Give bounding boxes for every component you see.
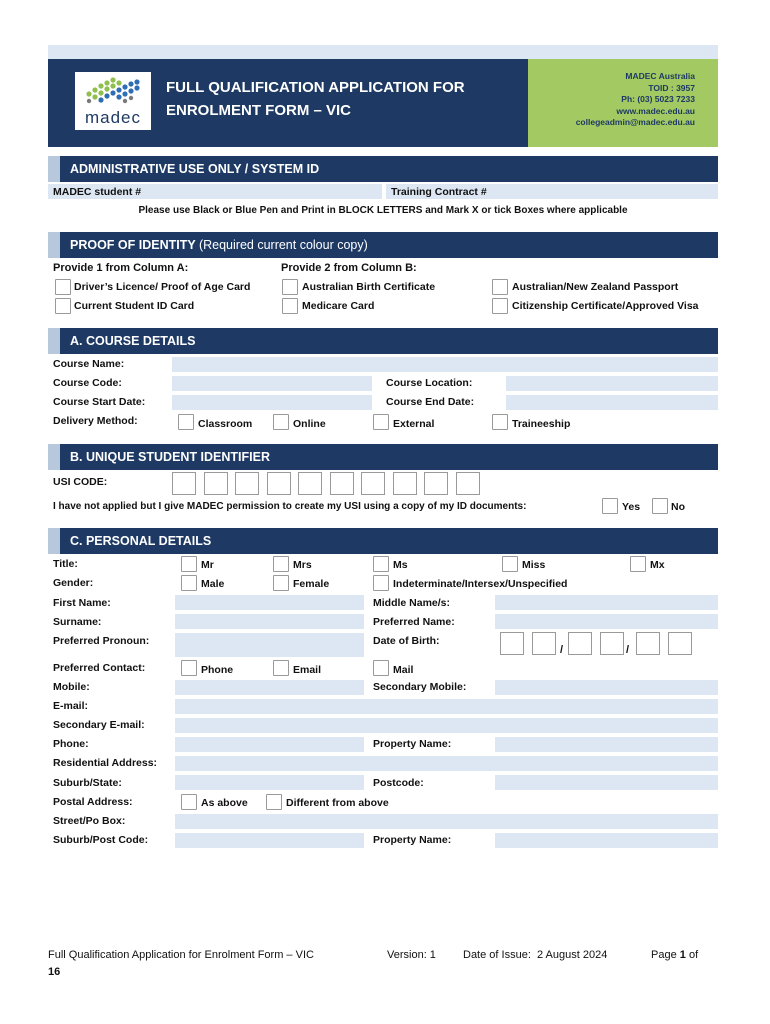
checkbox-mrs[interactable] [273,556,289,572]
footer-page-number: 1 [679,949,686,961]
checkbox-online[interactable] [273,414,289,430]
checkbox-traineeship[interactable] [492,414,508,430]
logo [75,72,151,130]
footer-issue-date: Date of Issue: 2 August 2024 [463,949,608,961]
course-start-field[interactable] [172,395,372,410]
property-name-field[interactable] [495,737,718,752]
section-identity-title [70,232,368,258]
course-code-field[interactable] [172,376,372,391]
usi-char-box[interactable] [235,472,259,495]
residential-address-field[interactable] [175,756,718,771]
option-contact-mail: Mail [393,664,414,676]
identity-title: PROOF OF IDENTITY [70,238,196,252]
residential-address-label: Residential Address: [53,757,158,769]
org-name: MADEC Australia [625,71,695,81]
checkbox-contact-email[interactable] [273,660,289,676]
usi-char-box[interactable] [361,472,385,495]
option-usi-yes: Yes [622,501,641,513]
usi-char-box[interactable] [298,472,322,495]
org-contact-block [540,71,695,129]
usi-char-box[interactable] [330,472,354,495]
checkbox-mr[interactable] [181,556,197,572]
checkbox-female[interactable] [273,575,289,591]
section-personal-accent [48,528,60,554]
preferred-contact-label: Preferred Contact: [53,662,146,674]
checkbox-as-above[interactable] [181,794,197,810]
checkbox-birth-certificate[interactable] [282,279,298,295]
dob-digit-box[interactable] [668,632,692,655]
email-field[interactable] [175,699,718,714]
section-course-accent [48,328,60,354]
option-citizenship: Citizenship Certificate/Approved Visa [512,300,699,312]
footer-doc-title: Full Qualification Application for Enrolment Form – VIC [48,949,314,961]
option-female: Female [293,578,330,590]
option-traineeship: Traineeship [512,418,571,430]
option-miss: Miss [522,559,546,571]
option-contact-phone: Phone [201,664,234,676]
option-indeterminate: Indeterminate/Intersex/Unspecified [393,578,568,590]
option-ms: Ms [393,559,408,571]
usi-char-box[interactable] [424,472,448,495]
checkbox-miss[interactable] [502,556,518,572]
option-mx: Mx [650,559,665,571]
training-contract-label: Training Contract # [391,186,487,198]
column-a-label: Provide 1 from Column A: [53,262,189,274]
checkbox-external[interactable] [373,414,389,430]
secondary-email-label: Secondary E-mail: [53,719,145,731]
street-label: Street/Po Box: [53,815,126,827]
checkbox-different[interactable] [266,794,282,810]
preferred-name-label: Preferred Name: [373,616,455,628]
postal-address-label: Postal Address: [53,796,133,808]
section-usi-title: B. UNIQUE STUDENT IDENTIFIER [70,450,271,464]
column-b-label: Provide 2 from Column B: [281,262,417,274]
checkbox-mx[interactable] [630,556,646,572]
suburb-state-label: Suburb/State: [53,777,122,789]
org-website: www.madec.edu.au [616,105,695,116]
secondary-mobile-label: Secondary Mobile: [373,681,467,693]
phone-label: Phone: [53,738,89,750]
first-name-label: First Name: [53,597,111,609]
option-different: Different from above [286,797,389,809]
option-as-above: As above [201,797,248,809]
pronoun-label: Preferred Pronoun: [53,635,150,647]
checkbox-student-id[interactable] [55,298,71,314]
option-mrs: Mrs [293,559,312,571]
section-admin-title: ADMINISTRATIVE USE ONLY / SYSTEM ID [70,162,320,176]
instruction-text: Please use Black or Blue Pen and Print in BLOCK LETTERS and Mark X or tick Boxes where applicable [138,205,628,216]
property-name2-label: Property Name: [373,834,452,846]
secondary-email-field[interactable] [175,718,718,733]
usi-char-box[interactable] [204,472,228,495]
dob-digit-box[interactable] [568,632,592,655]
dob-separator-1: / [560,644,564,656]
checkbox-male[interactable] [181,575,197,591]
option-classroom: Classroom [198,418,253,430]
header-top-strip [48,45,718,59]
suburb-post-field[interactable] [175,833,364,848]
footer-version: Version: 1 [387,949,436,961]
option-online: Online [293,418,326,430]
dob-digit-box[interactable] [636,632,660,655]
course-start-label: Course Start Date: [53,396,146,408]
course-name-field[interactable] [172,357,718,372]
checkbox-usi-no[interactable] [652,498,668,514]
option-external: External [393,418,435,430]
form-title-line2: ENROLMENT FORM – VIC [166,102,352,119]
section-course-title: A. COURSE DETAILS [70,334,196,348]
usi-char-box[interactable] [267,472,291,495]
usi-code-label: USI CODE: [53,476,108,488]
org-toid: TOID : 3957 [648,82,695,93]
footer-total-pages: 16 [48,966,61,978]
course-location-field[interactable] [506,376,718,391]
section-usi-accent [48,444,60,470]
option-passport: Australian/New Zealand Passport [512,281,679,293]
logo-text: madec [84,108,142,127]
option-birth-certificate: Australian Birth Certificate [302,281,436,293]
section-identity-accent [48,232,60,258]
option-contact-email: Email [293,664,322,676]
checkbox-medicare[interactable] [282,298,298,314]
checkbox-passport[interactable] [492,279,508,295]
course-end-field[interactable] [506,395,718,410]
property-name-label: Property Name: [373,738,452,750]
madec-student-label: MADEC student # [53,186,142,198]
checkbox-indeterminate[interactable] [373,575,389,591]
option-drivers-licence: Driver’s Licence/ Proof of Age Card [74,281,251,293]
option-usi-no: No [671,501,685,513]
footer-page-of: of [688,949,699,961]
usi-permission-text: I have not applied but I give MADEC permission to create my USI using a copy of my ID documents: [53,501,527,512]
logo-dots-icon [75,74,151,108]
option-medicare: Medicare Card [302,300,375,312]
secondary-mobile-field[interactable] [495,680,718,695]
checkbox-usi-yes[interactable] [602,498,618,514]
identity-subtitle: (Required current colour copy) [198,238,368,252]
section-admin-accent [48,156,60,182]
org-phone: Ph: (03) 5023 7233 [621,94,695,104]
section-personal-title: C. PERSONAL DETAILS [70,534,212,548]
checkbox-ms[interactable] [373,556,389,572]
course-end-label: Course End Date: [386,396,475,408]
course-name-label: Course Name: [53,358,125,370]
org-email: collegeadmin@madec.edu.au [575,117,695,127]
usi-char-box[interactable] [456,472,480,495]
surname-field[interactable] [175,614,364,629]
checkbox-classroom[interactable] [178,414,194,430]
mobile-label: Mobile: [53,681,90,693]
preferred-name-field[interactable] [495,614,718,629]
footer-page [651,949,698,961]
middle-name-field[interactable] [495,595,718,610]
phone-field[interactable] [175,737,364,752]
postcode-field[interactable] [495,775,718,790]
property-name2-field[interactable] [495,833,718,848]
gender-label: Gender: [53,577,94,589]
pronoun-field[interactable] [175,633,364,657]
dob-digit-box[interactable] [532,632,556,655]
dob-label: Date of Birth: [373,635,440,647]
delivery-method-label: Delivery Method: [53,415,138,427]
checkbox-citizenship[interactable] [492,298,508,314]
option-student-id: Current Student ID Card [74,300,195,312]
mobile-field[interactable] [175,680,364,695]
option-male: Male [201,578,225,590]
first-name-field[interactable] [175,595,364,610]
surname-label: Surname: [53,616,102,628]
checkbox-contact-mail[interactable] [373,660,389,676]
form-title-line1: FULL QUALIFICATION APPLICATION FOR [166,79,465,96]
course-code-label: Course Code: [53,377,122,389]
option-mr: Mr [201,559,214,571]
usi-char-box[interactable] [393,472,417,495]
suburb-post-label: Suburb/Post Code: [53,834,149,846]
street-field[interactable] [175,814,718,829]
course-location-label: Course Location: [386,377,473,389]
middle-name-label: Middle Name/s: [373,597,451,609]
checkbox-contact-phone[interactable] [181,660,197,676]
footer-page-prefix: Page [651,949,677,961]
postcode-label: Postcode: [373,777,424,789]
email-label: E-mail: [53,700,89,712]
dob-separator-2: / [626,644,630,656]
checkbox-drivers-licence[interactable] [55,279,71,295]
suburb-state-field[interactable] [175,775,364,790]
dob-digit-box[interactable] [500,632,524,655]
title-label: Title: [53,558,78,570]
usi-char-box[interactable] [172,472,196,495]
dob-digit-box[interactable] [600,632,624,655]
